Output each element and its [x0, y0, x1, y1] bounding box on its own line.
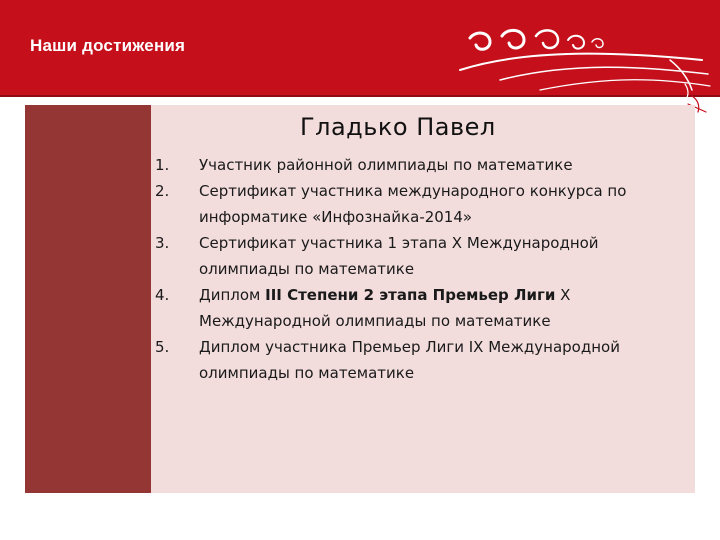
list-item-text-bold: III Степени 2 этапа Премьер Лиги	[265, 286, 556, 304]
student-name: Гладько Павел	[300, 113, 496, 141]
list-item-number: 3.	[155, 234, 170, 252]
list-item-text-end: X Международной олимпиады по математике	[199, 286, 571, 330]
list-item	[155, 334, 675, 386]
slide-header	[0, 0, 720, 97]
list-item-text: Сертификат участника международного конкурса по информатике «Инфознайка-2014»	[199, 182, 627, 226]
list-item-text: Участник районной олимпиады по математике	[199, 156, 573, 174]
list-item	[155, 230, 675, 282]
list-item-number: 1.	[155, 156, 170, 174]
list-item	[155, 178, 675, 230]
list-item-text-start: Диплом	[199, 286, 266, 304]
list-item-number: 2.	[155, 182, 170, 200]
list-item	[155, 282, 675, 334]
list-item-number: 4.	[155, 286, 170, 304]
list-item-text: Диплом участника Премьер Лиги IX Международной олимпиады по математике	[199, 338, 620, 382]
list-item-text	[199, 282, 675, 334]
list-item-number: 5.	[155, 338, 170, 356]
decorative-side-bar	[25, 105, 151, 493]
achievements-list	[155, 152, 675, 386]
list-item-text: Сертификат участника 1 этапа X Международной олимпиады по математике	[199, 234, 599, 278]
slide-title: Наши достижения	[30, 36, 186, 55]
list-item	[155, 152, 675, 178]
